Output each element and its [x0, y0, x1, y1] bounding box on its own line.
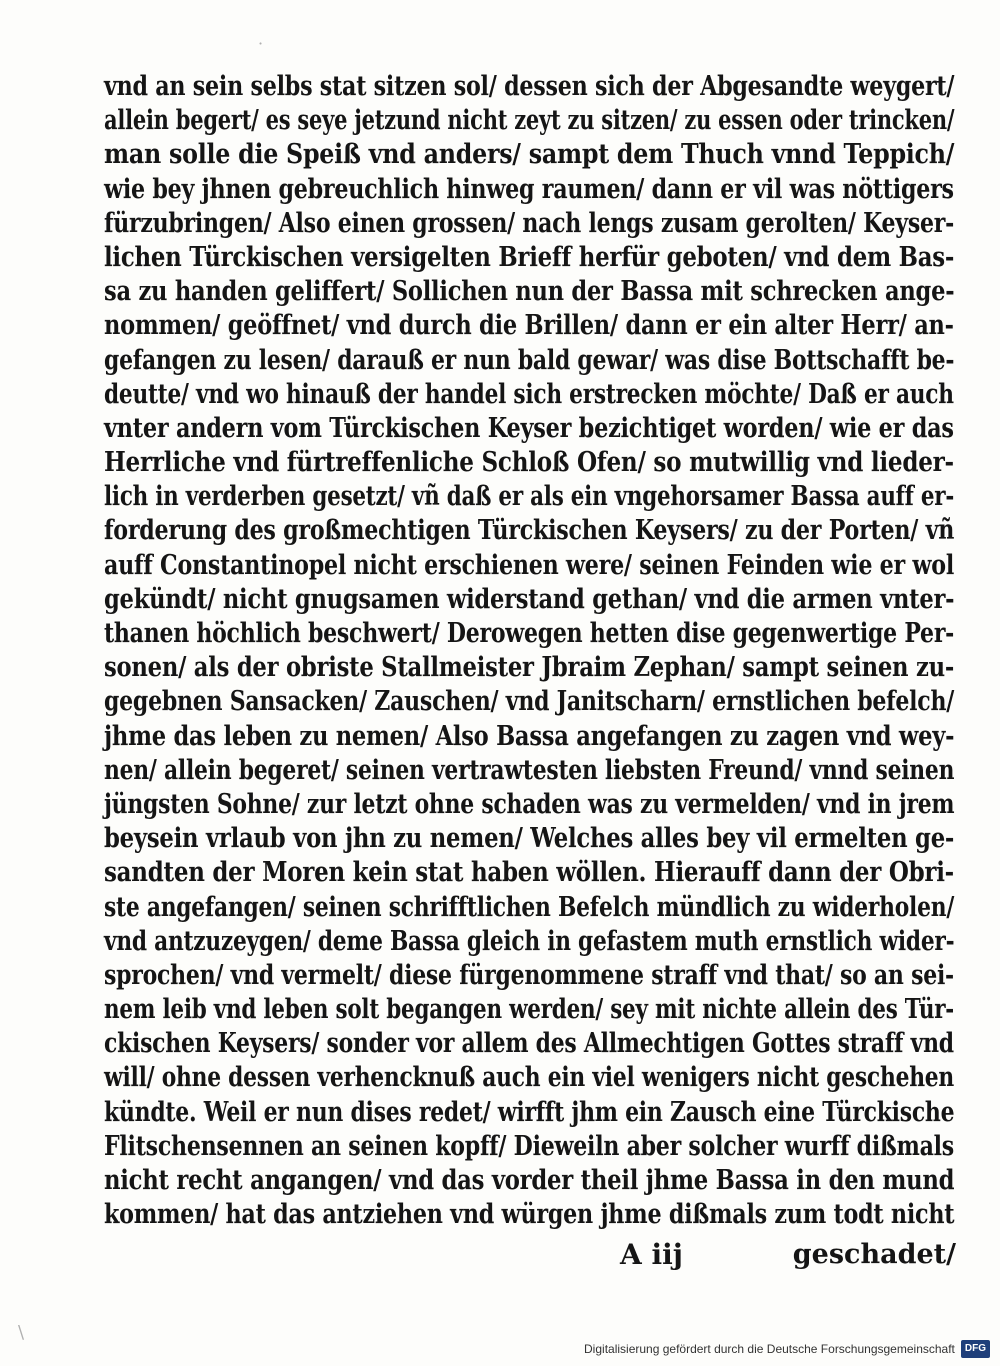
text-line: jhme das leben zu nemen/ Also Bassa angefangen zu zagen vnd wey-	[104, 720, 955, 752]
text-line: will/ ohne dessen verhencknuß auch ein viel wenigers nicht geschehen	[104, 1062, 955, 1094]
text-line: thanen höchlich beschwert/ Derowegen hetten dise gegenwertige Per-	[104, 618, 955, 649]
text-line: kündte. Weil er nun dises redet/ wirfft jhm ein Zausch eine Türckische	[104, 1096, 955, 1128]
credit-text: Digitalisierung gefördert durch die Deutsche Forschungsgemeinschaft	[584, 1342, 955, 1356]
text-line: lich in verderben gesetzt/ vñ daß er als ein vngehorsamer Bassa auff er-	[104, 481, 955, 513]
text-line: wie bey jhnen gebreuchlich hinweg raumen/ dann er vil was nöttigers	[104, 173, 954, 205]
stray-mark-bottom-left: \	[18, 1322, 25, 1343]
catchword: geschadet/	[792, 1239, 956, 1270]
text-line: gekündt/ nicht gnugsamen widerstand gethan/ vnd die armen vnter-	[104, 583, 955, 615]
dfg-logo: DFG	[961, 1340, 990, 1358]
text-line: nem leib vnd leben solt begangen werden/ sey mit nichte allein des Tür-	[104, 994, 954, 1026]
text-line: nicht recht angangen/ vnd das vorder theil jhme Bassa in den mund	[104, 1165, 955, 1196]
text-line: sandten der Moren kein stat haben wöllen. Hierauff dann der Obri-	[104, 857, 954, 889]
text-line: Herrliche vnd fürtreffenliche Schloß Ofen/ so mutwillig vnd lieder-	[104, 447, 954, 479]
text-line: allein begert/ es seye jetzund nicht zeyt zu sitzen/ zu essen oder trincken/	[104, 105, 955, 137]
text-line: fürzubringen/ Also einen grossen/ nach lengs zusam gerolten/ Keyser-	[104, 207, 955, 239]
text-line: nen/ allein begeret/ seinen vertrawtesten liebsten Freund/ vnnd seinen	[104, 754, 955, 786]
digitization-credit	[584, 1338, 990, 1360]
text-line: sonen/ als der obriste Stallmeister Jbraim Zephan/ sampt seinen zu-	[104, 652, 955, 684]
text-line: vnd an sein selbs stat sitzen sol/ dessen sich der Abgesandte weygert/	[104, 71, 955, 102]
stray-mark-top: ·	[258, 34, 264, 53]
text-line: vnter andern vom Türckischen Keyser bezichtiget worden/ wie er das	[104, 412, 954, 444]
text-line: gegebnen Sansacken/ Zauschen/ vnd Janitscharn/ ernstlichen befelch/	[104, 686, 955, 718]
text-line: nommen/ geöffnet/ vnd durch die Brillen/ dann er ein alter Herr/ an-	[104, 310, 954, 342]
text-line: gefangen zu lesen/ darauß er nun bald gewar/ was dise Bottschafft be-	[104, 344, 955, 376]
text-line: ckischen Keysers/ sonder vor allem des Allmechtigen Gottes straff vnd	[104, 1028, 954, 1060]
text-line: sa zu handen geliffert/ Sollichen nun der Bassa mit schrecken ange-	[104, 276, 955, 308]
text-line: man solle die Speiß vnd anders/ sampt dem Thuch vnnd Teppich/	[104, 139, 955, 171]
text-line: deutte/ vnd wo hinauß der handel sich erstrecken möchte/ Daß er auch	[104, 378, 954, 410]
page-footer-row	[620, 1235, 956, 1275]
body-text	[104, 70, 954, 1232]
text-line: kommen/ hat das antziehen vnd würgen jhme dißmals zum todt nicht	[104, 1199, 955, 1231]
text-line: jüngsten Sohne/ zur letzt ohne schaden was zu vermelden/ vnd in jrem	[104, 788, 955, 820]
signature-mark: A iij	[620, 1238, 683, 1271]
text-line: vnd antzuzeygen/ deme Bassa gleich in gefastem muth ernstlich wider-	[104, 925, 955, 957]
text-line: beysein vrlaub von jhn zu nemen/ Welches alles bey vil ermelten ge-	[104, 823, 955, 855]
text-line: sprochen/ vnd vermelt/ diese fürgenommene straff vnd that/ so an sei-	[104, 959, 954, 991]
text-line: lichen Türckischen versigelten Brieff herfür geboten/ vnd dem Bas-	[104, 241, 955, 273]
text-line: auff Constantinopel nicht erschienen were/ seinen Feinden wie er wol	[104, 549, 954, 581]
text-line: ste angefangen/ seinen schrifftlichen Befelch mündlich zu widerholen/	[104, 891, 955, 923]
text-line: Flitschensennen an seinen kopff/ Dieweiln aber solcher wurff dißmals	[104, 1130, 954, 1162]
text-line: forderung des großmechtigen Türckischen Keysers/ zu der Porten/ vñ	[104, 515, 955, 547]
